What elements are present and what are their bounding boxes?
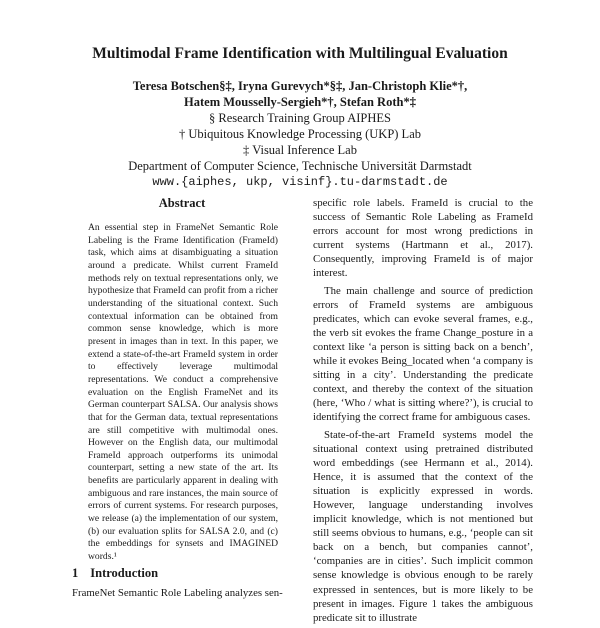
affiliation-department: Department of Computer Science, Technische Universität Darmstadt <box>128 159 472 173</box>
intro-first-line: FrameNet Semantic Role Labeling analyzes sen- <box>72 587 283 599</box>
website-url[interactable]: www.{aiphes, ukp, visinf}.tu-darmstadt.de <box>152 175 448 189</box>
abstract-heading: Abstract <box>158 196 206 210</box>
affiliation-aiphes: § Research Training Group AIPHES <box>209 111 391 125</box>
paper-title: Multimodal Frame Identification with Multilingual Evaluation <box>92 45 508 62</box>
authors-line-2: Hatem Mousselly-Sergieh*†, Stefan Roth*‡ <box>184 95 416 109</box>
abstract-text: An essential step in FrameNet Semantic Role Labeling is the Frame Identification (FrameId) task, which aims at disambiguating a situation around a predicate. Whilst current FrameId methods rely on textual representations only, we hypothesize that FrameId can profit from a richer understanding of the situational context. Such contextual information can be obtained from common sense knowledge, which is more present in images than in text. In this paper, we extend a state-of-the-art FrameId system in order to effectively leverage multimodal representations. We conduct a comprehensive evaluation on the English FrameNet and its German counterpart SALSA. Our analysis shows that for the German data, textual representations are still competitive with multimodal ones. However on the English data, our multimodal FrameId approach outperforms its unimodal counterpart, setting a new state of the art. Its benefits are particularly apparent in dealing with ambiguous and rare instances, the main source of errors of current systems. For research purposes, we release (a) the implementation of our system, (b) our evaluation splits for SALSA 2.0, and (c) the embeddings for synsets and IMAGINED words.¹ <box>88 222 278 563</box>
affiliations <box>0 110 600 190</box>
paragraph: specific role labels. FrameId is crucial to the success of Semantic Role Labeling as FrameId errors account for most wrong predictions in current systems (Hartmann et al., 2017). Consequently, improving FrameId is of major interest. <box>313 197 533 280</box>
authors-line-1: Teresa Botschen§‡, Iryna Gurevych*§‡, Jan-Christoph Klie*†, <box>132 79 468 93</box>
affiliation-ukp: † Ubiquitous Knowledge Processing (UKP) Lab <box>179 127 421 141</box>
right-column <box>313 196 533 628</box>
paragraph: The main challenge and source of prediction errors of FrameId systems are ambiguous predicates, which can evoke several frames, e.g., the verb sit evokes the frame Change_posture in a context like ‘a person is sitting back on a bench’, while it evokes Being_located when ‘a company is sitting in a city’. Understanding the predicate context, and thereby the context of the situation (here, ‘Who / what is sitting where?’), is crucial to identifying the correct frame for ambiguous cases. <box>313 284 533 424</box>
abstract-body <box>88 222 278 564</box>
author-list <box>0 78 600 110</box>
section-number: 1 <box>72 566 79 580</box>
section-heading-introduction <box>72 566 158 581</box>
paragraph: State-of-the-art FrameId systems model the situational context using pretrained distributed word embeddings (see Hermann et al., 2014). Hence, it is assumed that the context of the situation is explicitly expressed in words. However, language understanding involves implicit knowledge, which is not mentioned but still seems obvious to humans, e.g., ‘people can sit back on a bench, but companies cannot’, ‘companies are in cities’. Such implicit common sense knowledge is obvious enough to be rarely expressed in sentences, but is more likely to be present in images. Figure 1 takes the ambiguous predicate sit to illustrate <box>313 428 533 624</box>
section-title: Introduction <box>90 566 159 580</box>
affiliation-visinf: ‡ Visual Inference Lab <box>243 143 357 157</box>
